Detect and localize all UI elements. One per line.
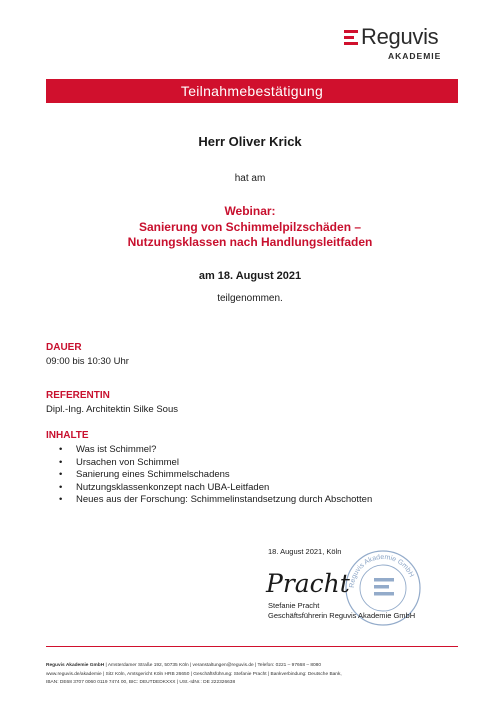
dauer-label: DAUER — [46, 342, 82, 353]
signer-role: Geschäftsführerin Reguvis Akademie GmbH — [268, 611, 416, 620]
list-item: • Neues aus der Forschung: Schimmelinstandsetzung durch Abschotten — [46, 494, 372, 507]
svg-text:Reguvis Akademie GmbH — [349, 554, 415, 588]
reguvis-logo — [344, 24, 456, 64]
stamp-text: Reguvis Akademie GmbH — [348, 553, 415, 589]
footer-company: Reguvis Akademie GmbH — [46, 663, 105, 668]
footer-line-1-rest: | Amsterdamer Straße 192, 50735 Köln | veranstaltungen@reguvis.de | Telefon: 0221 – 97668 – 8080 — [104, 663, 321, 668]
event-date: am 18. August 2021 — [198, 270, 302, 282]
handwritten-signature — [262, 562, 352, 600]
footer-line-3: IBAN: DE68 3707 0060 0119 7474 00, BIC: DEUTDEDKXXX | USt.-IdNr.: DE 222326638 — [46, 680, 236, 685]
dauer-value: 09:00 bis 10:30 Uhr — [46, 356, 129, 367]
referentin-value: Dipl.-Ing. Architektin Silke Sous — [46, 404, 179, 415]
logo-bars-icon — [344, 30, 358, 48]
footer-line-2: www.reguvis.de/akademie | Sitz Köln, Amtsgericht Köln HRB 26650 | Geschäftsführung: Stefanie Pracht | Bankverbindung: Deutsche Bank, — [46, 671, 342, 677]
sign-place-date: 18. August 2021, Köln — [268, 547, 342, 556]
list-item: • Ursachen von Schimmel — [46, 457, 372, 470]
participant-name: Herr Oliver Krick — [198, 134, 302, 149]
footer — [46, 662, 466, 688]
teilgenommen-text: teilgenommen. — [217, 293, 283, 304]
footer-divider — [46, 646, 458, 647]
list-item: • Sanierung eines Schimmelschadens — [46, 469, 372, 482]
signer-block — [268, 601, 415, 621]
inhalte-label: INHALTE — [46, 430, 89, 441]
webinar-line-3: Nutzungsklassen nach Handlungsleitfaden — [127, 235, 373, 249]
logo-word: Reguvis — [361, 24, 439, 49]
webinar-line-1: Webinar: — [224, 204, 276, 218]
logo-subtitle: AKADEMIE — [388, 51, 442, 61]
footer-line-1 — [46, 662, 466, 671]
webinar-line-2: Sanierung von Schimmelpilzschäden – — [138, 219, 362, 234]
webinar-title — [0, 204, 500, 251]
list-item: • Nutzungsklassenkonzept nach UBA-Leitfaden — [46, 482, 372, 495]
list-item: • Was ist Schimmel? — [46, 444, 372, 457]
signature-text: Pracht — [266, 569, 350, 598]
title-banner: Teilnahmebestätigung — [46, 79, 458, 103]
signer-name: Stefanie Pracht — [268, 601, 320, 610]
inhalte-list — [46, 444, 372, 507]
referentin-label: REFERENTIN — [46, 390, 110, 401]
hat-am-text: hat am — [234, 173, 266, 184]
